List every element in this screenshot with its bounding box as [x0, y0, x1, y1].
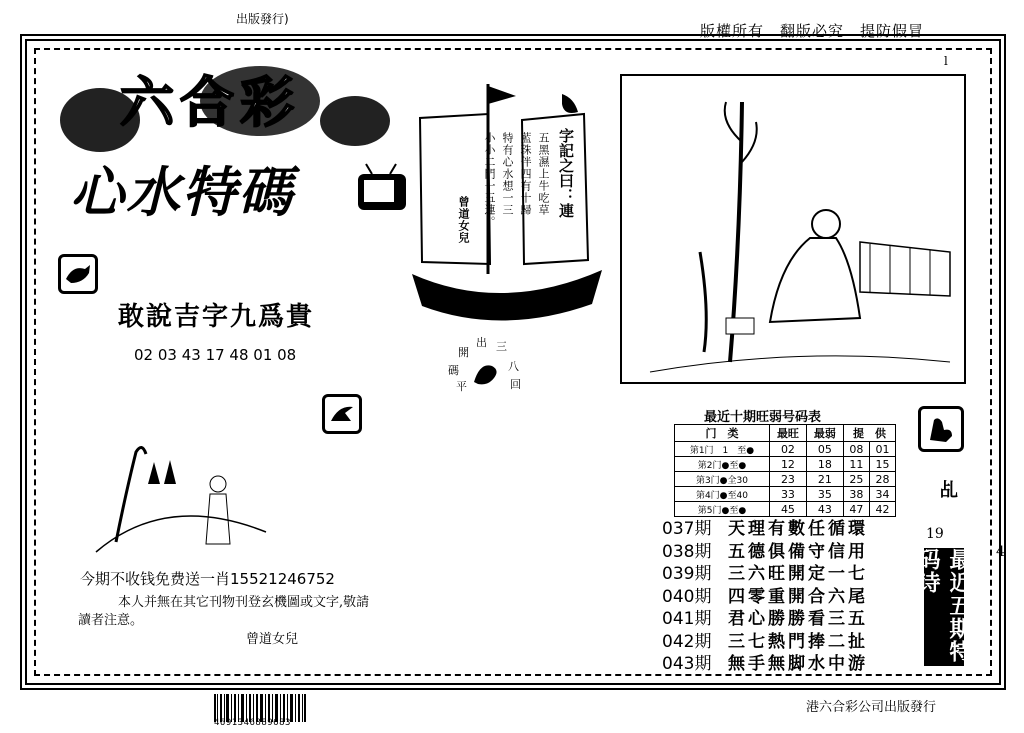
door-cell: 第2门●至● [675, 457, 770, 472]
provide-cell: 25 [843, 472, 869, 487]
table-title: 最近十期旺弱号码表 [704, 410, 822, 425]
period-list [662, 518, 868, 676]
page-mark: l [944, 54, 948, 68]
period-row [662, 541, 868, 564]
hot-cell: 33 [769, 487, 806, 502]
poem-column: 特有心水想一三 [501, 132, 514, 216]
period-text: 天理有數任循環 [728, 519, 868, 539]
hot-cell: 45 [769, 502, 806, 517]
table-row [675, 472, 896, 487]
period-row [662, 608, 868, 631]
period-number: 038期 [662, 541, 712, 562]
provide-cell: 01 [869, 442, 895, 457]
period-text: 三六旺開定一七 [728, 564, 868, 584]
table-row [675, 487, 896, 502]
provide-cell: 11 [843, 457, 869, 472]
center-char: 回 [510, 378, 521, 391]
ship-title: 字記之曰：連 [557, 128, 575, 218]
column-header: 门 类 [675, 425, 770, 442]
side-title: 最近五期特码诗 [924, 548, 964, 666]
provide-cell: 15 [869, 457, 895, 472]
column-header: 最旺 [769, 425, 806, 442]
provide-cell: 08 [843, 442, 869, 457]
cold-cell: 18 [806, 457, 843, 472]
center-char: 三 [496, 340, 507, 353]
period-number-left: 19 [926, 526, 944, 542]
period-number: 043期 [662, 654, 712, 674]
door-cell: 第4门●至40 [675, 487, 770, 502]
center-char: 平 [456, 380, 467, 393]
door-cell: 第5门●至● [675, 502, 770, 517]
table-header-row [675, 425, 896, 442]
cold-cell: 43 [806, 502, 843, 517]
period-row [662, 653, 868, 676]
ink-splash [320, 96, 390, 146]
period-text: 四零重開合六尾 [728, 586, 868, 607]
bird-icon [322, 394, 362, 434]
center-char: 碼 [448, 364, 459, 377]
provide-cell: 28 [869, 472, 895, 487]
copyright-notice: 版權所有 翻版必究 提防假冒 [700, 22, 925, 40]
center-char: 開 [458, 346, 469, 359]
landscape-drawing [86, 432, 286, 562]
hot-cold-table [674, 424, 896, 517]
cold-cell: 21 [806, 472, 843, 487]
period-number: 037期 [662, 519, 712, 539]
period-number-right: 4 [996, 544, 1005, 560]
provide-cell: 38 [843, 487, 869, 502]
table-row [675, 457, 896, 472]
center-char: 出 [476, 336, 487, 349]
provide-cell: 34 [869, 487, 895, 502]
period-row [662, 631, 868, 654]
poem-column: 小小二門一五連。 [483, 132, 496, 228]
cold-cell: 05 [806, 442, 843, 457]
page-title: 六合彩 [120, 71, 300, 134]
period-row [662, 563, 868, 586]
door-cell: 第3门●全30 [675, 472, 770, 487]
hot-cell: 02 [769, 442, 806, 457]
page-subtitle: 心水特碼 [70, 161, 294, 224]
period-number: 039期 [662, 564, 712, 584]
cold-cell: 35 [806, 487, 843, 502]
period-text: 無手無脚水中游 [728, 654, 868, 674]
publisher-top-note: 出版發行) [236, 12, 289, 26]
period-text: 五德俱備守信用 [728, 541, 868, 562]
hot-cell: 12 [769, 457, 806, 472]
provide-cell: 42 [869, 502, 895, 517]
hot-cell: 23 [769, 472, 806, 487]
signature: 曾道女兒 [246, 632, 299, 647]
poem-column: 藍珠伴四有十歸 [519, 132, 532, 216]
period-text: 三七熱門捧二扯 [728, 631, 868, 652]
lucky-phrase: 敢說吉字九爲貴 [118, 302, 315, 332]
ship-author: 曾道女兒 [457, 196, 470, 244]
free-offer: 今期不收钱免费送一肖15521246752 [80, 570, 335, 588]
column-header: 最弱 [806, 425, 843, 442]
column-header: 提 供 [843, 425, 895, 442]
period-number: 041期 [662, 609, 712, 629]
mark-char: 乩 [940, 480, 958, 501]
table-row [675, 502, 896, 517]
table-row [675, 442, 896, 457]
dragon-icon [470, 356, 504, 390]
period-row [662, 586, 868, 609]
period-number: 040期 [662, 586, 712, 607]
farmer-drawing [630, 82, 958, 376]
door-cell: 第1门 1 至● [675, 442, 770, 457]
lucky-numbers: 02 03 43 17 48 01 08 [134, 346, 297, 364]
period-number: 042期 [662, 631, 712, 652]
center-char: 八 [508, 360, 519, 373]
publisher: 港六合彩公司出版發行 [806, 700, 937, 715]
hand-icon [918, 406, 964, 452]
period-row [662, 518, 868, 541]
notice-text: 本人并無在其它刊物刊登玄機圖或文字,敬請讀者注意。 [78, 595, 370, 628]
poem-column: 五黑濕上牛吃草 [537, 132, 550, 216]
barcode-number: 4691346889683 [214, 718, 291, 728]
ox-icon [58, 254, 98, 294]
provide-cell: 47 [843, 502, 869, 517]
period-text: 君心勝勝看三五 [728, 609, 868, 629]
